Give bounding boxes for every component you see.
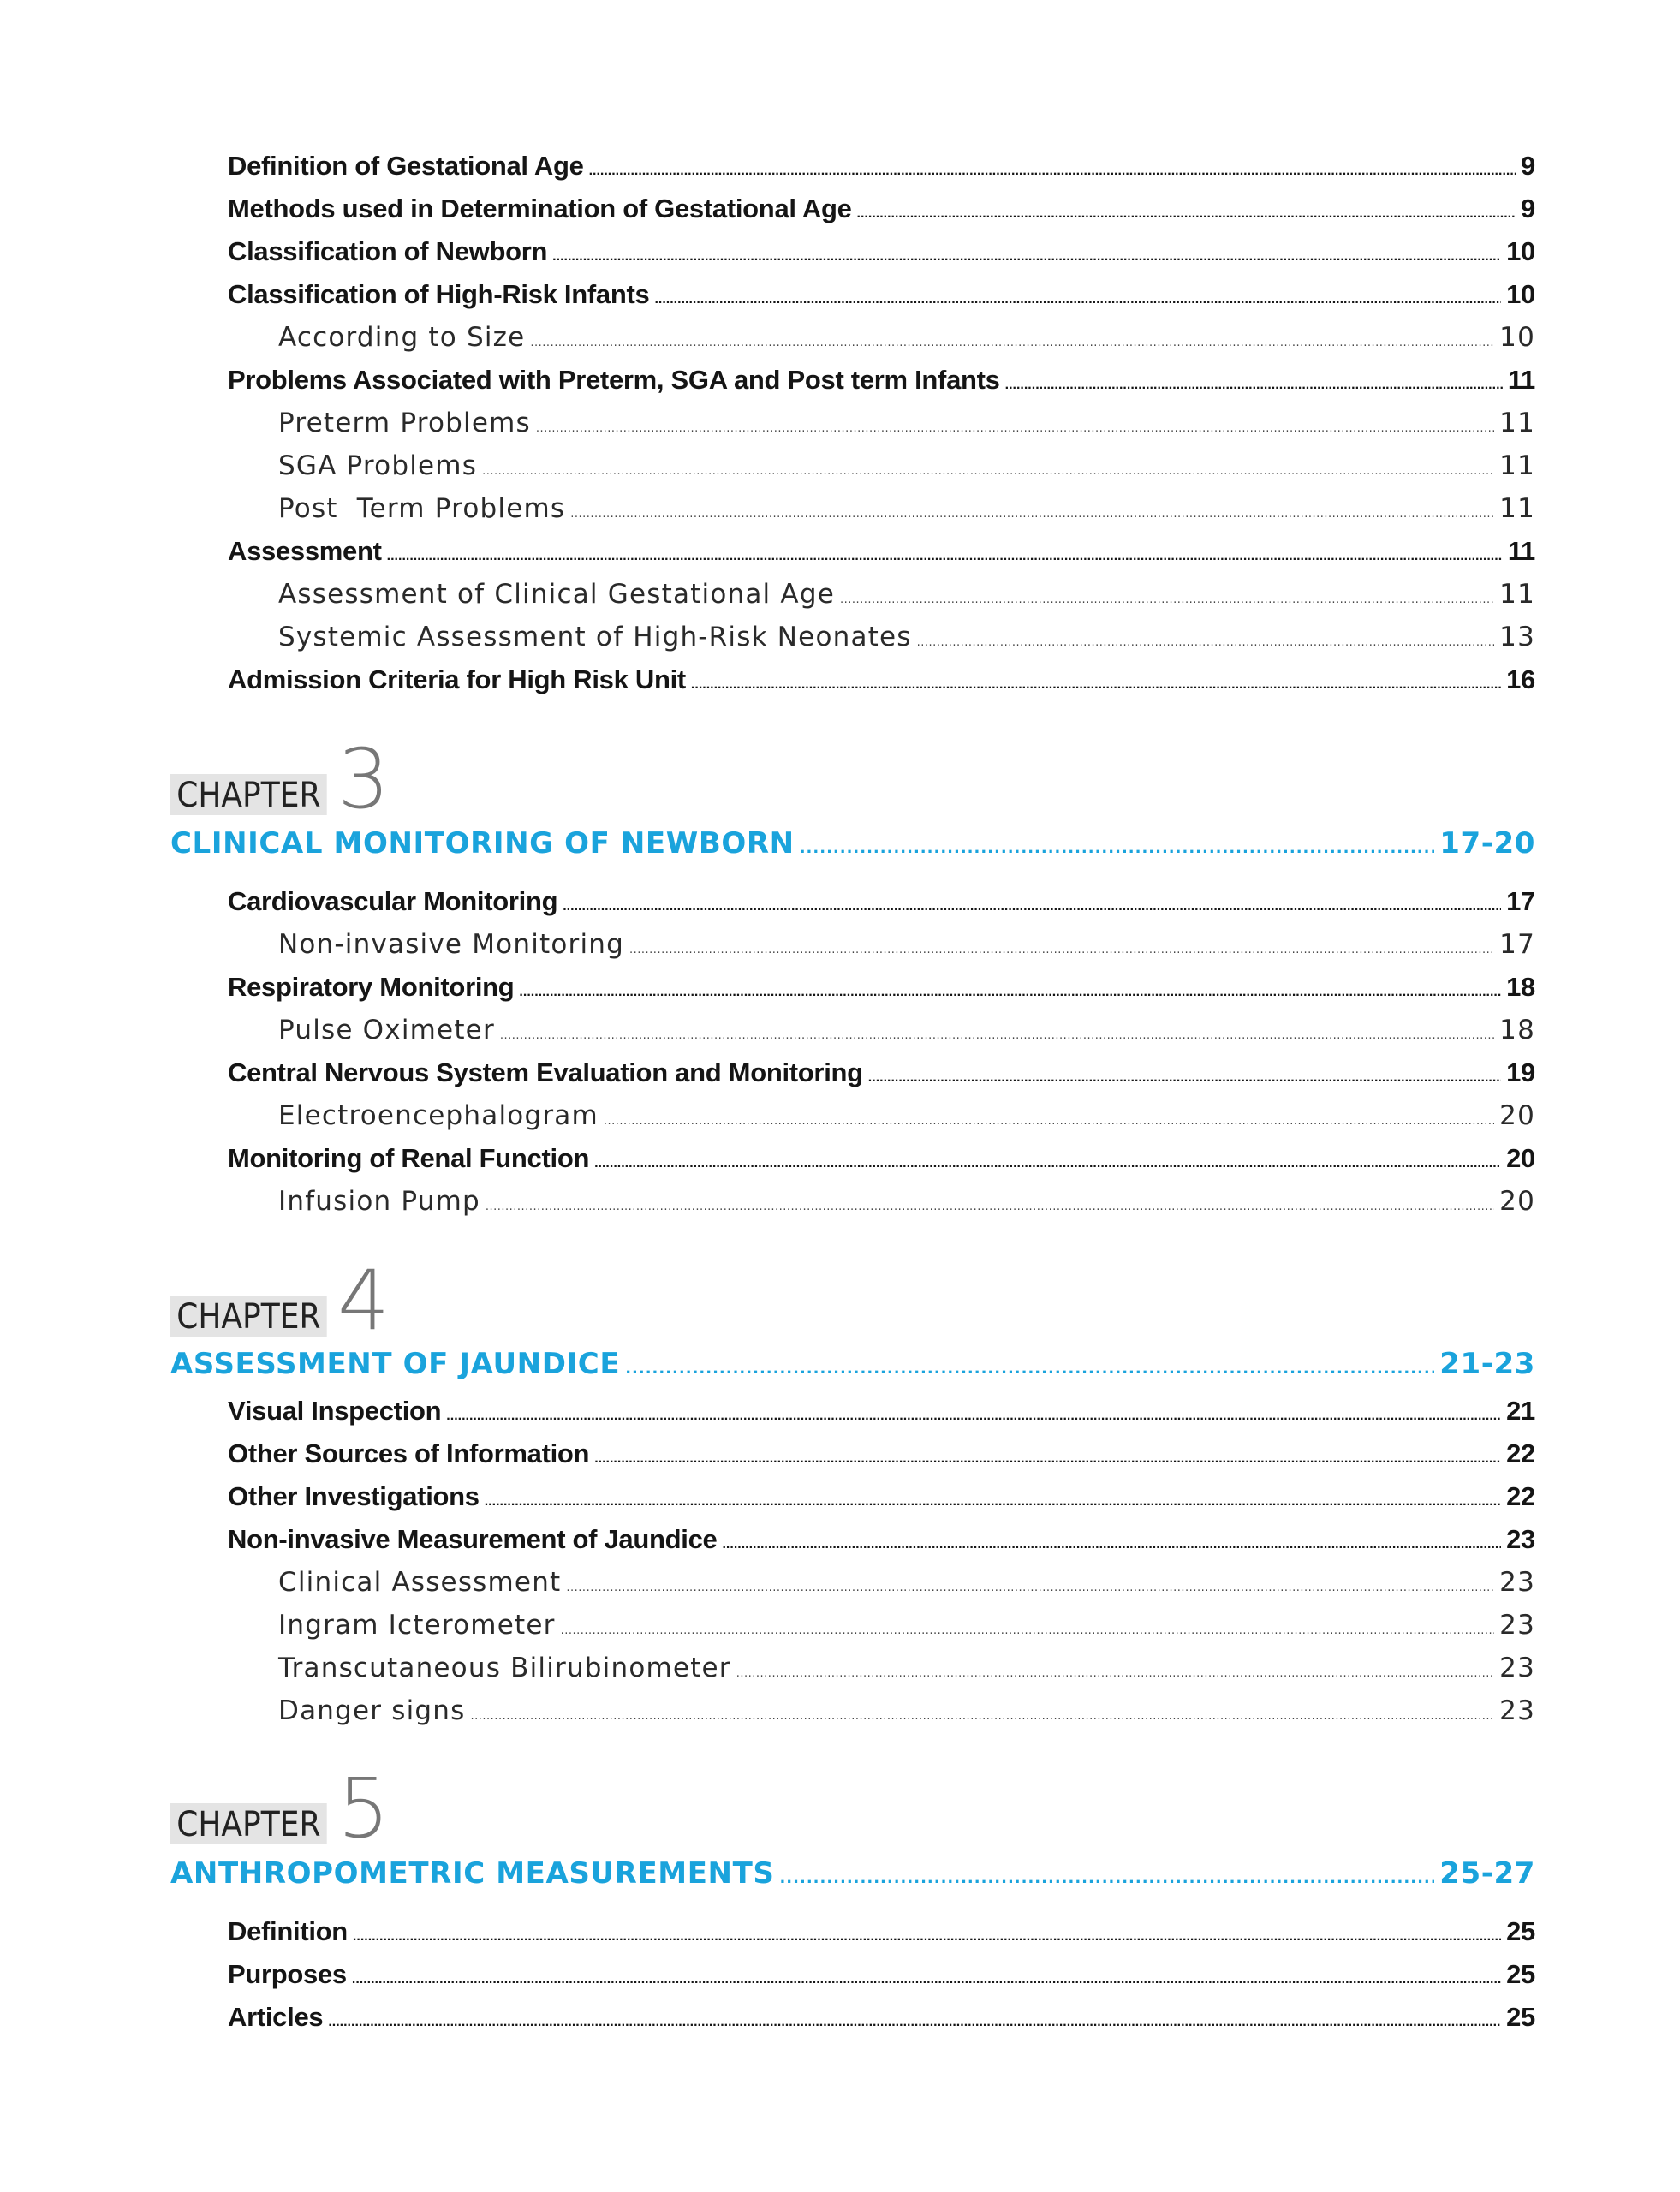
chapter-page-range: 17-20 xyxy=(1439,826,1535,861)
toc-entry-page: 10 xyxy=(1506,236,1535,266)
dot-leader xyxy=(1005,378,1503,393)
toc-subentry-title: Clinical Assessment xyxy=(278,1567,562,1598)
toc-entry[interactable] xyxy=(228,194,1535,224)
toc-subentry-page: 20 xyxy=(1499,1100,1535,1131)
toc-entry-title: Other Sources of Information xyxy=(228,1438,590,1468)
toc-subentry-page: 11 xyxy=(1499,408,1535,438)
toc-entry[interactable] xyxy=(228,536,1535,567)
toc-entry-page: 22 xyxy=(1506,1438,1535,1468)
toc-entry-page: 22 xyxy=(1506,1481,1535,1511)
dot-leader xyxy=(486,1200,1494,1213)
chapter-title: ASSESSMENT OF JAUNDICE xyxy=(170,1347,621,1381)
toc-subentry[interactable] xyxy=(278,1653,1535,1683)
toc-entry-title: Visual Inspection xyxy=(228,1396,442,1426)
toc-entry[interactable] xyxy=(228,365,1535,396)
dot-leader xyxy=(604,1115,1494,1128)
dot-leader xyxy=(566,1581,1494,1594)
dot-leader xyxy=(654,292,1501,307)
chapter-label: CHAPTER xyxy=(170,1296,327,1337)
toc-entry-title: Assessment xyxy=(228,536,382,566)
toc-entry-page: 20 xyxy=(1506,1143,1535,1173)
toc-entry-page: 25 xyxy=(1506,1959,1535,1989)
toc-entry-page: 21 xyxy=(1506,1396,1535,1426)
toc-entry-page: 25 xyxy=(1506,2002,1535,2032)
toc-entry-title: Cardiovascular Monitoring xyxy=(228,886,558,916)
toc-entry[interactable] xyxy=(228,1959,1535,1990)
toc-subentry-title: Danger signs xyxy=(278,1695,466,1726)
toc-entry-page: 18 xyxy=(1506,972,1535,1002)
toc-entry[interactable] xyxy=(228,236,1535,267)
chapter-number: 4 xyxy=(337,1253,390,1349)
toc-entry-page: 17 xyxy=(1506,886,1535,916)
toc-entry[interactable] xyxy=(228,1057,1535,1088)
chapter-heading xyxy=(170,731,390,827)
dot-leader xyxy=(536,422,1494,435)
toc-entry[interactable] xyxy=(228,1143,1535,1174)
toc-subentry-page: 23 xyxy=(1499,1695,1535,1726)
toc-entry[interactable] xyxy=(228,279,1535,310)
chapter-label: CHAPTER xyxy=(170,1803,327,1844)
toc-subentry[interactable] xyxy=(278,1015,1535,1045)
dot-leader xyxy=(594,1156,1501,1171)
chapter-heading xyxy=(170,1253,390,1349)
toc-entry-title: Other Investigations xyxy=(228,1481,480,1511)
toc-subentry-page: 10 xyxy=(1499,322,1535,353)
chapter-heading xyxy=(170,1760,390,1856)
dot-leader xyxy=(917,636,1494,649)
toc-entry-title: Respiratory Monitoring xyxy=(228,972,515,1002)
toc-entry-title: Classification of Newborn xyxy=(228,236,548,266)
toc-subentry-page: 23 xyxy=(1499,1567,1535,1598)
dot-leader xyxy=(594,1451,1501,1467)
toc-entry-title: Central Nervous System Evaluation and Monitoring xyxy=(228,1057,863,1087)
toc-entry-page: 23 xyxy=(1506,1524,1535,1554)
toc-entry-title: Classification of High-Risk Infants xyxy=(228,279,650,309)
toc-entry[interactable] xyxy=(228,1396,1535,1427)
dot-leader xyxy=(800,839,1435,857)
dot-leader xyxy=(691,677,1501,693)
toc-entry[interactable] xyxy=(228,1438,1535,1469)
toc-subentry[interactable] xyxy=(278,622,1535,652)
dot-leader xyxy=(353,1929,1501,1945)
toc-subentry-page: 18 xyxy=(1499,1015,1535,1045)
toc-subentry-title: Systemic Assessment of High-Risk Neonates xyxy=(278,622,912,652)
toc-entry-title: Definition xyxy=(228,1916,348,1946)
dot-leader xyxy=(629,944,1494,956)
toc-subentry-title: Preterm Problems xyxy=(278,408,531,438)
toc-entry[interactable] xyxy=(228,151,1535,182)
toc-entry-page: 11 xyxy=(1507,365,1535,395)
toc-subentry-title: Ingram Icterometer xyxy=(278,1610,556,1641)
toc-subentry-title: Assessment of Clinical Gestational Age xyxy=(278,579,835,610)
dot-leader xyxy=(552,249,1501,265)
chapter-title-entry[interactable] xyxy=(170,1347,1535,1381)
toc-subentry[interactable] xyxy=(278,493,1535,524)
dot-leader xyxy=(328,2015,1501,2030)
dot-leader xyxy=(500,1029,1494,1042)
toc-subentry[interactable] xyxy=(278,322,1535,353)
dot-leader xyxy=(736,1667,1494,1680)
toc-entry-title: Purposes xyxy=(228,1959,347,1989)
toc-subentry[interactable] xyxy=(278,1186,1535,1217)
dot-leader xyxy=(570,508,1494,521)
dot-leader xyxy=(779,1869,1434,1887)
chapter-page-range: 25-27 xyxy=(1439,1856,1535,1891)
toc-subentry-page: 11 xyxy=(1499,450,1535,481)
dot-leader xyxy=(471,1710,1495,1723)
toc-subentry-title: Pulse Oximeter xyxy=(278,1015,495,1045)
toc-subentry-page: 13 xyxy=(1499,622,1535,652)
toc-entry-title: Admission Criteria for High Risk Unit xyxy=(228,664,686,694)
toc-subentry-title: According to Size xyxy=(278,322,526,353)
toc-entry[interactable] xyxy=(228,664,1535,695)
dot-leader xyxy=(625,1360,1434,1378)
toc-entry[interactable] xyxy=(228,1481,1535,1512)
dot-leader xyxy=(563,899,1501,914)
toc-subentry[interactable] xyxy=(278,929,1535,960)
toc-entry[interactable] xyxy=(228,886,1535,917)
chapter-number: 5 xyxy=(337,1760,390,1856)
toc-subentry-page: 11 xyxy=(1499,493,1535,524)
toc-entry-title: Monitoring of Renal Function xyxy=(228,1143,590,1173)
toc-entry-page: 9 xyxy=(1521,194,1535,223)
toc-entry-page: 9 xyxy=(1521,151,1535,181)
dot-leader xyxy=(868,1070,1501,1086)
toc-subentry-title: Transcutaneous Bilirubinometer xyxy=(278,1653,731,1683)
toc-subentry[interactable] xyxy=(278,1695,1535,1726)
toc-entry[interactable] xyxy=(228,972,1535,1003)
chapter-title: ANTHROPOMETRIC MEASUREMENTS xyxy=(170,1856,775,1891)
dot-leader xyxy=(722,1537,1501,1552)
dot-leader xyxy=(485,1494,1501,1510)
dot-leader xyxy=(482,465,1494,478)
toc-entry-title: Definition of Gestational Age xyxy=(228,151,584,181)
toc-subentry[interactable] xyxy=(278,579,1535,610)
toc-entry[interactable] xyxy=(228,1916,1535,1947)
toc-subentry-title: Infusion Pump xyxy=(278,1186,480,1217)
toc-entry-page: 16 xyxy=(1506,664,1535,694)
toc-subentry-page: 20 xyxy=(1499,1186,1535,1217)
chapter-title-entry[interactable] xyxy=(170,1856,1535,1891)
toc-entry-title: Problems Associated with Preterm, SGA and Post term Infants xyxy=(228,365,1000,395)
toc-entry-title: Articles xyxy=(228,2002,324,2032)
toc-subentry-page: 11 xyxy=(1499,579,1535,610)
toc-subentry-page: 23 xyxy=(1499,1653,1535,1683)
chapter-title-entry[interactable] xyxy=(170,826,1535,861)
toc-entry-page: 25 xyxy=(1506,1916,1535,1946)
toc-subentry[interactable] xyxy=(278,1567,1535,1598)
toc-entry-page: 11 xyxy=(1507,536,1535,566)
chapter-label: CHAPTER xyxy=(170,774,327,815)
dot-leader xyxy=(561,1624,1495,1637)
toc-subentry-title: Post Term Problems xyxy=(278,493,566,524)
dot-leader xyxy=(352,1972,1501,1987)
dot-leader xyxy=(446,1409,1501,1424)
toc-entry[interactable] xyxy=(228,2002,1535,2033)
dot-leader xyxy=(530,337,1494,349)
toc-subentry[interactable] xyxy=(278,450,1535,481)
toc-subentry[interactable] xyxy=(278,1100,1535,1131)
toc-subentry-page: 17 xyxy=(1499,929,1535,960)
dot-leader xyxy=(840,593,1494,606)
toc-entry-title: Methods used in Determination of Gestational Age xyxy=(228,194,852,223)
toc-subentry-title: SGA Problems xyxy=(278,450,478,481)
dot-leader xyxy=(519,985,1501,1000)
dot-leader xyxy=(589,164,1516,179)
toc-subentry-title: Non-invasive Monitoring xyxy=(278,929,625,960)
toc-subentry-page: 23 xyxy=(1499,1610,1535,1641)
toc-entry-page: 10 xyxy=(1506,279,1535,309)
toc-entry-title: Non-invasive Measurement of Jaundice xyxy=(228,1524,718,1554)
dot-leader xyxy=(857,206,1516,222)
toc-entry-page: 19 xyxy=(1506,1057,1535,1087)
toc-subentry[interactable] xyxy=(278,1610,1535,1641)
chapter-title: CLINICAL MONITORING OF NEWBORN xyxy=(170,826,795,861)
chapter-number: 3 xyxy=(337,731,390,827)
chapter-page-range: 21-23 xyxy=(1439,1347,1535,1381)
toc-entry[interactable] xyxy=(228,1524,1535,1555)
toc-subentry[interactable] xyxy=(278,408,1535,438)
dot-leader xyxy=(387,549,1503,564)
toc-subentry-title: Electroencephalogram xyxy=(278,1100,599,1131)
